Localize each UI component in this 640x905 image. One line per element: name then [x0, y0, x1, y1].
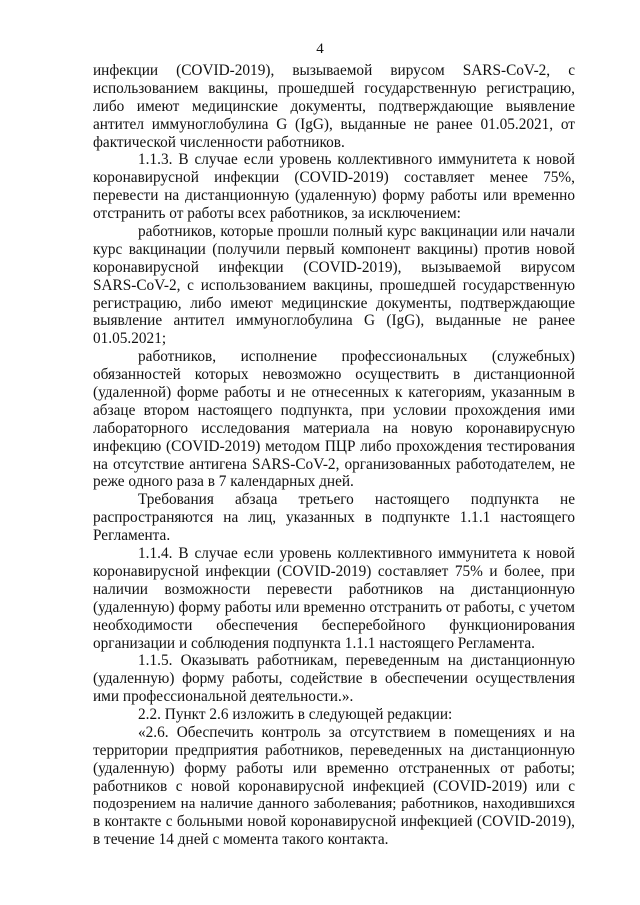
text-line: (удаленную) форму работы, содействие в обеспечении осуществления — [93, 670, 575, 688]
text-line: (удаленной) форме работы и не отнесенных к категориям, указанным в — [93, 384, 575, 402]
text-line: инфекции (COVID-2019), вызываемой вирусом SARS-CoV-2, с — [93, 62, 575, 79]
text-line: SARS-CoV-2, с использованием вакцины, прошедшей государственную — [93, 276, 575, 294]
text-line: работников с новой коронавирусной инфекцией (COVID-2019) или с — [93, 777, 575, 795]
text-line: работников, которые прошли полный курс вакцинации или начали — [138, 223, 575, 241]
text-line: выявление антител иммуноглобулина G (IgG), выданные не ранее — [93, 312, 575, 330]
text-line: 01.05.2021; — [93, 330, 167, 348]
text-line: территории предприятия работников, переведенных на дистанционную — [93, 741, 575, 759]
text-line: Регламента. — [93, 527, 171, 545]
text-line: 1.1.5. Оказывать работникам, переведенным на дистанционную — [138, 652, 575, 670]
text-line: «2.6. Обеспечить контроль за отсутствием в помещениях и на — [138, 723, 575, 741]
text-line: работников, исполнение профессиональных (служебных) — [138, 348, 575, 366]
text-line: отстранить от работы всех работников, за исключением: — [93, 205, 461, 223]
text-line: на отсутствие антигена SARS-CoV-2, организованных работодателем, не — [93, 455, 575, 473]
text-line: использованием вакцины, прошедшей государственную регистрацию, — [93, 79, 575, 97]
text-line: необходимости обеспечения бесперебойного функционирования — [93, 616, 575, 634]
text-line: перевести на дистанционную (удаленную) форму работы или временно — [93, 187, 575, 205]
text-line: в течение 14 дней с момента такого контакта. — [93, 831, 389, 849]
text-line: 1.1.4. В случае если уровень коллективного иммунитета к новой — [138, 545, 575, 563]
text-line: организации и соблюдения подпункта 1.1.1 настоящего Регламента. — [93, 634, 535, 652]
text-line: 2.2. Пункт 2.6 изложить в следующей редакции: — [138, 706, 453, 724]
text-line: коронавирусной инфекции (COVID-2019) составляет 75% и более, при — [93, 562, 575, 580]
text-line: (удаленную) форму работы или временно отстранить от работы, с учетом — [93, 598, 575, 616]
text-line: подозрением на наличие данного заболевания; работников, находившихся — [93, 795, 575, 812]
text-line: регистрацию, либо имеют медицинские документы, подтверждающие — [93, 294, 575, 312]
text-line: наличии возможности перевести работников на дистанционную — [93, 580, 575, 598]
text-line: реже одного раза в 7 календарных дней. — [93, 473, 354, 491]
text-line: либо имеют медицинские документы, подтверждающие выявление — [93, 97, 575, 115]
text-line: Требования абзаца третьего настоящего подпункта не — [138, 491, 575, 509]
text-line: коронавирусной инфекции (COVID-2019) составляет менее 75%, — [93, 169, 575, 187]
text-line: лабораторного исследования материала на новую коронавирусную — [93, 419, 575, 437]
text-line: фактической численности работников. — [93, 133, 345, 151]
text-line: антител иммуноглобулина G (IgG), выданные не ранее 01.05.2021, от — [93, 115, 575, 133]
document-body — [93, 62, 575, 849]
text-line: инфекцию (COVID-2019) методом ПЦР либо прохождения тестирования — [93, 437, 575, 455]
text-line: обязанностей которых невозможно осуществить в дистанционной — [93, 366, 575, 384]
page-number: 4 — [316, 41, 324, 57]
text-line: (удаленную) форму работы или временно отстраненных от работы; — [93, 759, 575, 777]
text-line: коронавирусной инфекции (COVID-2019), вызываемой вирусом — [93, 258, 575, 276]
text-line: 1.1.3. В случае если уровень коллективного иммунитета к новой — [138, 151, 575, 169]
text-line: ими профессиональной деятельности.». — [93, 688, 354, 706]
text-line: в контакте с больными новой коронавирусной инфекцией (COVID-2019), — [93, 813, 575, 831]
text-line: распространяются на лиц, указанных в подпункте 1.1.1 настоящего — [93, 509, 575, 527]
text-line: абзаце втором настоящего подпункта, при условии прохождения ими — [93, 401, 575, 419]
text-line: курс вакцинации (получили первый компонент вакцины) против новой — [93, 240, 575, 258]
